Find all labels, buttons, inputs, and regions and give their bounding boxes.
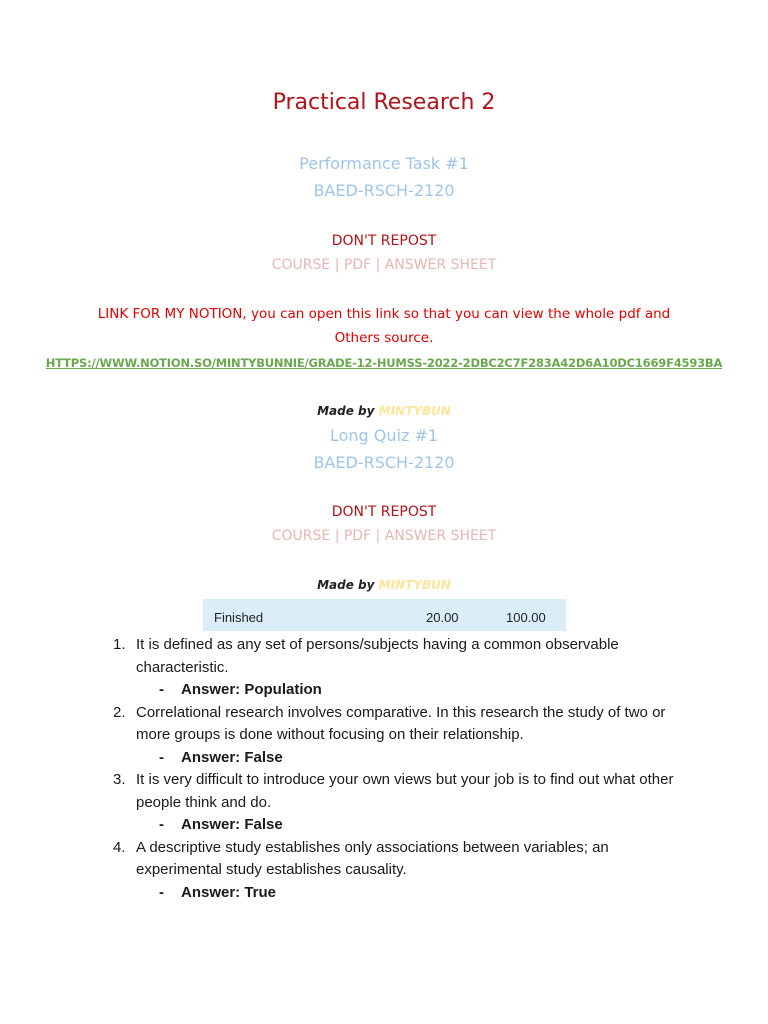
list-item	[0, 634, 768, 702]
performance-task-label: Performance Task #1	[299, 154, 469, 173]
course-code: BAED-RSCH-2120	[313, 181, 455, 200]
list-item	[0, 837, 768, 905]
question-answer	[159, 679, 768, 702]
quiz-marks: 20.00	[426, 610, 459, 625]
made-by-credit-2	[0, 578, 768, 592]
question-list	[0, 634, 768, 904]
answer-text: Answer: False	[181, 816, 283, 833]
list-item	[0, 702, 768, 770]
question-answer	[159, 882, 768, 905]
quiz-state: Finished	[214, 610, 264, 625]
dont-repost-notice-2: DON'T REPOST	[331, 504, 437, 520]
answer-text: Answer: Population	[181, 681, 322, 698]
made-by-label: Made by	[317, 404, 375, 418]
notion-link[interactable]: HTTPS://WWW.NOTION.SO/MINTYBUNNIE/GRADE-12-HUMSS-2022-2DBC2C7F283A42D6A10DC1669F4593BA	[45, 356, 723, 370]
question-number: 4.	[113, 838, 126, 856]
answer-dash: -	[159, 883, 164, 901]
course-pdf-answer-line-2: COURSE | PDF | ANSWER SHEET	[271, 528, 497, 544]
notion-notice-line-2: Others source.	[334, 330, 434, 346]
answer-dash: -	[159, 816, 164, 833]
page-title: Practical Research 2	[272, 90, 496, 115]
made-by-credit	[0, 404, 768, 418]
notion-notice-line-1: LINK FOR MY NOTION, you can open this link so that you can view the whole pdf and	[97, 306, 671, 322]
course-code-2: BAED-RSCH-2120	[313, 453, 455, 472]
answer-text: Answer: False	[181, 748, 283, 766]
answer-dash: -	[159, 681, 164, 698]
made-by-label-2: Made by	[317, 578, 375, 592]
question-text: It is very difficult to introduce your own views but your job is to find out what other people think and do.	[136, 771, 674, 811]
question-answer	[159, 814, 768, 837]
answer-dash: -	[159, 748, 164, 766]
question-number: 1.	[113, 636, 126, 653]
quiz-result-row	[203, 599, 566, 631]
answer-text: Answer: True	[181, 883, 277, 901]
question-text: A descriptive study establishes only associations between variables; an experimental study establishes causality.	[136, 838, 609, 878]
brand-name-2: MINTYBUN	[378, 578, 451, 592]
question-text: Correlational research involves comparative. In this research the study of two or more groups is done without focusing on their relationship.	[136, 703, 666, 743]
quiz-grade: 100.00	[506, 610, 546, 625]
list-item	[0, 769, 768, 837]
question-number: 2.	[113, 703, 126, 721]
question-text: It is defined as any set of persons/subjects having a common observable characteristic.	[136, 636, 619, 676]
brand-name: MINTYBUN	[378, 404, 451, 418]
question-answer	[159, 747, 768, 770]
dont-repost-notice: DON'T REPOST	[331, 233, 437, 249]
long-quiz-label: Long Quiz #1	[329, 426, 439, 445]
course-pdf-answer-line: COURSE | PDF | ANSWER SHEET	[271, 257, 497, 273]
question-number: 3.	[113, 771, 126, 788]
